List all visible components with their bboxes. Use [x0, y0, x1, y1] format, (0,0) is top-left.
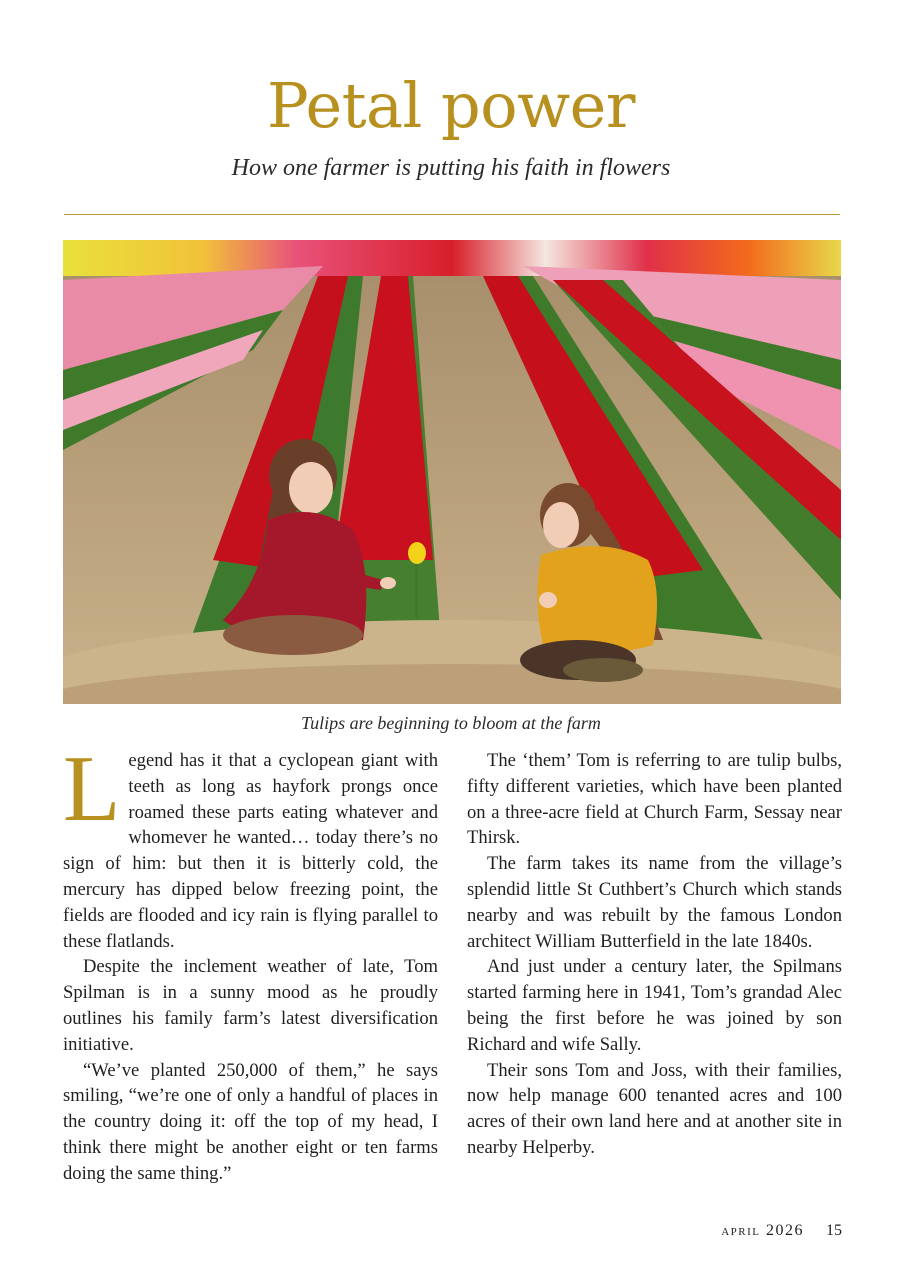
article-paragraph: Legend has it that a cyclopean giant with teeth as long as hayfork prongs once roamed these parts eating whatever and whomever he wanted… today there’s no sign of him: but then it is bitterly cold, the mercury has dipped below freezing point, the fields are flooded and icy rain is flying parallel to these flatlands. [63, 737, 438, 952]
page-footer [721, 1220, 842, 1242]
page-title: Petal power [267, 69, 635, 142]
drop-cap: L [63, 737, 121, 841]
article-paragraph: Their sons Tom and Joss, with their families, now help manage 600 tenanted acres and 100 acres of their own land here and at another site in nearby Helperby. [467, 1059, 842, 1158]
article-paragraph: And just under a century later, the Spilmans started farming here in 1941, Tom’s grandad Alec being the first before he was joined by son Richard and wife Sally. [467, 956, 842, 1055]
photo-caption: Tulips are beginning to bloom at the farm [301, 713, 601, 733]
tulip-field-photo [63, 240, 841, 704]
article-column-left [63, 737, 438, 1187]
article-paragraph: The ‘them’ Tom is referring to are tulip bulbs, fifty different varieties, which have been planted on a three-acre field at Church Farm, Sessay near Thirsk. [467, 750, 842, 849]
page-number: 15 [826, 1222, 842, 1239]
article-paragraph: Despite the inclement weather of late, Tom Spilman is in a sunny mood as he proudly outlines his family farm’s latest diversification initiative. [63, 956, 438, 1055]
page-subtitle: How one farmer is putting his faith in flowers [231, 155, 671, 181]
issue-month: april 2026 [721, 1222, 804, 1239]
article-column-right [467, 748, 842, 1161]
title-divider [64, 214, 840, 215]
article-paragraph: The farm takes its name from the village’s splendid little St Cuthbert’s Church which stands nearby and was rebuilt by the famous London architect William Butterfield in the late 1840s. [467, 853, 842, 952]
article-paragraph: “We’ve planted 250,000 of them,” he says smiling, “we’re one of only a handful of places in the country doing it: off the top of my head, I think there might be another eight or ten farms doing the same thing.” [63, 1059, 438, 1184]
